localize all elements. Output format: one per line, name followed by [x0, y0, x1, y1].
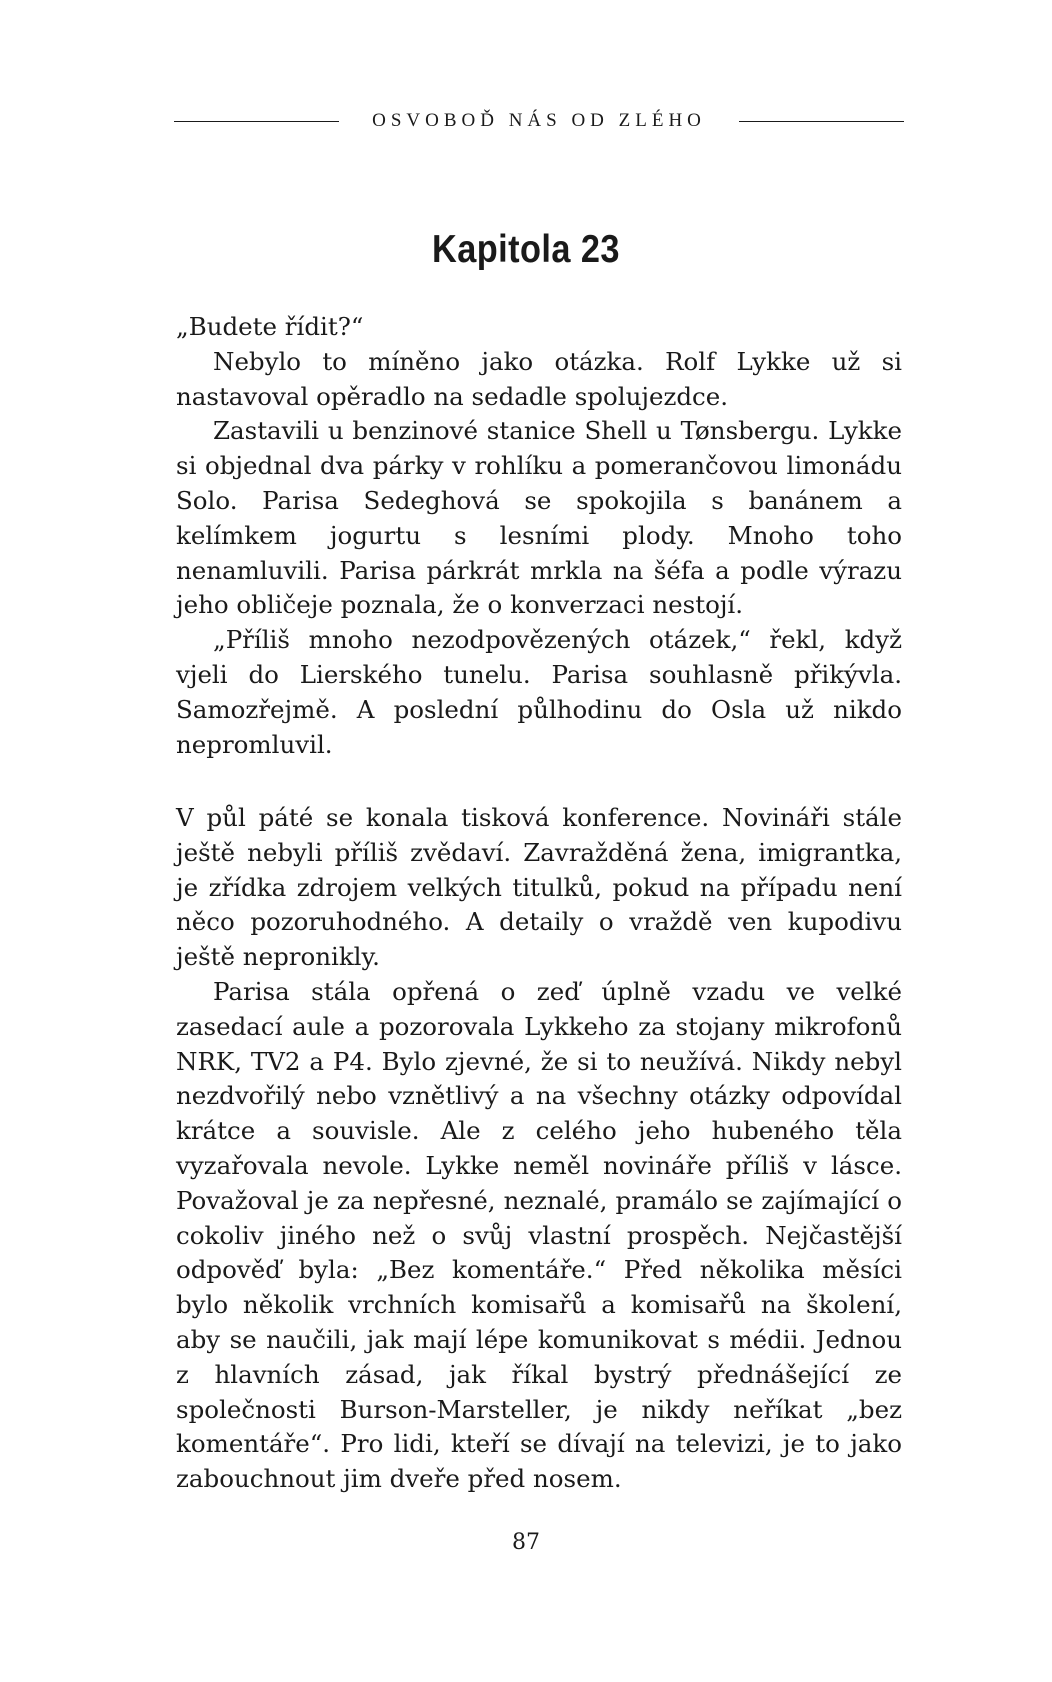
page-number: 87: [512, 1530, 540, 1555]
paragraph: V půl páté se konala tisková konference. Novináři stále ještě nebyli příliš zvědaví. Zavražděná žena, imigrantka, je zřídka zdrojem velkých titulků, pokud na případu není něco pozoruhodného. A detaily o vraždě ven kupodivu ještě nepronikly.: [176, 803, 902, 972]
paragraph: Parisa stála opřená o zeď úplně vzadu ve velké zasedací aule a pozorovala Lykkeho za stojany mikrofonů NRK, TV2 a P4. Bylo zjevné, že si to neužívá. Nikdy nebyl nezdvořilý nebo vznětlivý a na všechny otázky odpovídal krátce a souvisle. Ale z celého jeho hubeného těla vyzařovala nevole. Lykke neměl novináře příliš v lásce. Považoval je za nepřesné, neznalé, pramálo se zajímající o cokoliv jiného než o svůj vlastní prospěch. Nejčastější odpověď byla: „Bez komentáře.“ Před několika měsíci bylo několik vrchních komisařů a komisařů na školení, aby se naučili, jak mají lépe komunikovat s médii. Jednou z hlavních zásad, jak říkal bystrý přednášející ze společnosti Burson-Marsteller, je nikdy neříkat „bez komentáře“. Pro lidi, kteří se dívají na televizi, je to jako zabouchnout jim dveře před nosem.: [176, 976, 902, 1494]
chapter-title: Kapitola 23: [432, 228, 620, 271]
paragraph: „Příliš mnoho nezodpovězených otázek,“ řekl, když vjeli do Lierského tunelu. Parisa souhlasně přikývla. Samozřejmě. A poslední půlhodinu do Osla už nikdo nepromluvil.: [176, 625, 902, 759]
text-section-1: [176, 310, 902, 762]
text-section-2: [176, 801, 902, 1497]
running-header: [174, 106, 904, 136]
running-title: OSVOBOĎ NÁS OD ZLÉHO: [372, 110, 706, 131]
paragraph: „Budete řídit?“: [176, 312, 364, 341]
header-rule-left: [174, 121, 339, 122]
header-rule-right: [739, 121, 904, 122]
paragraph: Nebylo to míněno jako otázka. Rolf Lykke už si nastavoval opěradlo na sedadle spolujezdce.: [176, 346, 902, 411]
paragraph: Zastavili u benzinové stanice Shell u Tønsbergu. Lykke si objednal dva párky v rohlíku a pomerančovou limonádu Solo. Parisa Sedeghová se spokojila s banánem a kelímkem jogurtu s lesními plody. Mnoho toho nenamluvili. Parisa párkrát mrkla na šéfa a podle výrazu jeho obličeje poznala, že o konverzaci nestojí.: [176, 416, 902, 620]
